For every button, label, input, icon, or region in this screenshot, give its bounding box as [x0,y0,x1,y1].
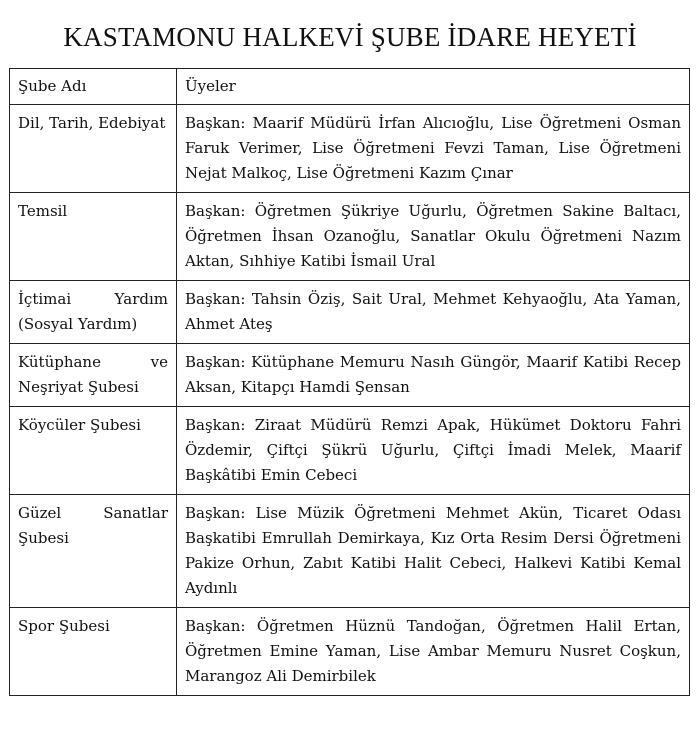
members-cell: Başkan: Ziraat Müdürü Remzi Apak, Hükümet Doktoru Fahri Özdemir, Çiftçi Şükrü Uğurlu, Çiftçi İmadi Melek, Maarif Başkâtibi Emin Cebeci [177,407,690,495]
branch-cell: İçtimai Yardım (Sosyal Yardım) [10,281,177,344]
table-row [10,281,690,344]
table-row [10,344,690,407]
table-row [10,608,690,696]
table-row [10,495,690,608]
members-cell: Başkan: Lise Müzik Öğretmeni Mehmet Akün, Ticaret Odası Başkatibi Emrullah Demirkaya, Kız Orta Resim Dersi Öğretmeni Pakize Orhun, Zabıt Katibi Halit Cebeci, Halkevi Katibi Kemal Aydınlı [177,495,690,608]
branch-cell: Köycüler Şubesi [10,407,177,495]
branch-cell: Güzel Sanatlar Şubesi [10,495,177,608]
page-title: KASTAMONU HALKEVİ ŞUBE İDARE HEYETİ [63,22,637,52]
members-cell: Başkan: Kütüphane Memuru Nasıh Güngör, Maarif Katibi Recep Aksan, Kitapçı Hamdi Şensan [177,344,690,407]
committee-table [9,68,690,696]
branch-cell: Dil, Tarih, Edebiyat [10,105,177,193]
header-row [10,69,690,105]
branch-cell: Temsil [10,193,177,281]
header-branch: Şube Adı [10,69,177,105]
members-cell: Başkan: Öğretmen Hüznü Tandoğan, Öğretmen Halil Ertan, Öğretmen Emine Yaman, Lise Ambar Memuru Nusret Coşkun, Marangoz Ali Demirbilek [177,608,690,696]
branch-cell: Spor Şubesi [10,608,177,696]
table-row [10,105,690,193]
members-cell: Başkan: Tahsin Öziş, Sait Ural, Mehmet Kehyaoğlu, Ata Yaman, Ahmet Ateş [177,281,690,344]
members-cell: Başkan: Maarif Müdürü İrfan Alıcıoğlu, Lise Öğretmeni Osman Faruk Verimer, Lise Öğretmeni Fevzi Taman, Lise Öğretmeni Nejat Malkoç, Lise Öğretmeni Kazım Çınar [177,105,690,193]
members-cell: Başkan: Öğretmen Şükriye Uğurlu, Öğretmen Sakine Baltacı, Öğretmen İhsan Ozanoğlu, Sanatlar Okulu Öğretmeni Nazım Aktan, Sıhhiye Katibi İsmail Ural [177,193,690,281]
table-row [10,193,690,281]
table-row [10,407,690,495]
header-members: Üyeler [177,69,690,105]
branch-cell: Kütüphane ve Neşriyat Şubesi [10,344,177,407]
